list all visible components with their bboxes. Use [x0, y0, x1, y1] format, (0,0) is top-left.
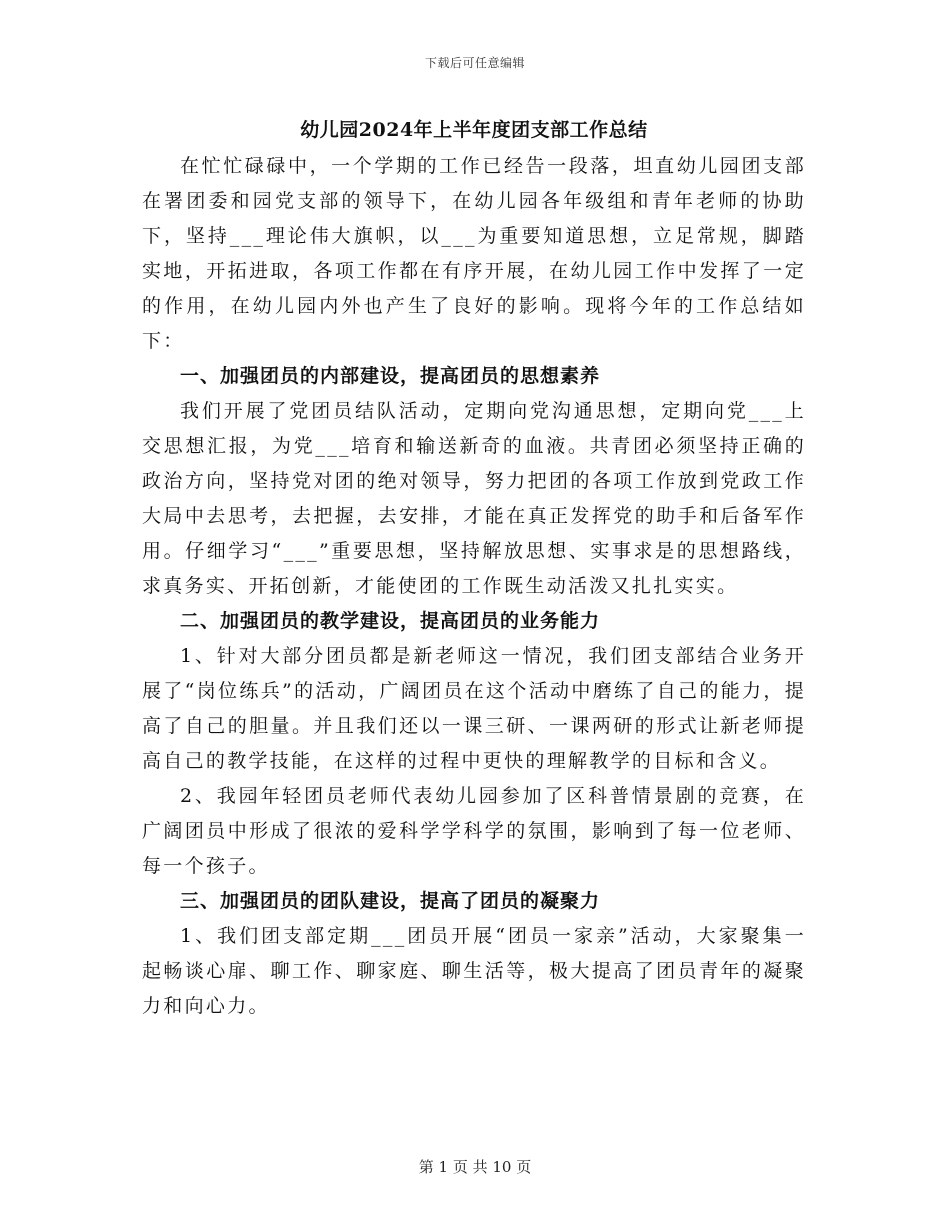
header-note: 下载后可任意编辑 [424, 56, 525, 70]
document-title: 幼儿园2024年上半年度团支部工作总结 [300, 119, 648, 141]
section-1-paragraph-1: 我们开展了党团员结队活动，定期向党沟通思想，定期向党___上交思想汇报，为党___培育和输送新奇的血液。共青团必须坚持正确的政治方向，坚持党对团的绝对领导，努力把团的各项工作放到党政工作大局中去思考，去把握，去安排，才能在真正发挥党的助手和后备军作用。仔细学习“___”重要思想，坚持解放思想、实事求是的思想路线，求真务实、开拓创新，才能使团的工作既生动活泼又扎扎实实。 [142, 400, 806, 597]
section-1-heading: 一、加强团员的内部建设，提高团员的思想素养 [180, 365, 601, 387]
section-3-paragraph-1: 1、我们团支部定期___团员开展“团员一家亲”活动，大家聚集一起畅谈心扉、聊工作、聊家庭、聊生活等，极大提高了团员青年的凝聚力和向心力。 [142, 925, 806, 1017]
section-2-heading: 二、加强团员的教学建设，提高团员的业务能力 [180, 610, 601, 632]
intro-paragraph: 在忙忙碌碌中，一个学期的工作已经告一段落，坦直幼儿园团支部在署团委和园党支部的领导下，在幼儿园各年级组和青年老师的协助下，坚持___理论伟大旗帜，以___为重要知道思想，立足常规，脚踏实地，开拓进取，各项工作都在有序开展，在幼儿园工作中发挥了一定的作用，在幼儿园内外也产生了良好的影响。现将今年的工作总结如下： [142, 155, 806, 352]
document-content [142, 115, 806, 1024]
section-2-paragraph-2: 2、我园年轻团员老师代表幼儿园参加了区科普情景剧的竞赛，在广阔团员中形成了很浓的爱科学学科学的氛围，影响到了每一位老师、每一个孩子。 [142, 785, 806, 877]
section-3-heading: 三、加强团员的团队建设，提高了团员的凝聚力 [180, 890, 601, 912]
section-2-paragraph-1: 1、针对大部分团员都是新老师这一情况，我们团支部结合业务开展了“岗位练兵”的活动，广阔团员在这个活动中磨练了自己的能力，提高了自己的胆量。并且我们还以一课三研、一课两研的形式让新老师提高自己的教学技能，在这样的过程中更快的理解教学的目标和含义。 [142, 645, 806, 772]
page-indicator: 第 1 页 共 10 页 [418, 1158, 532, 1176]
